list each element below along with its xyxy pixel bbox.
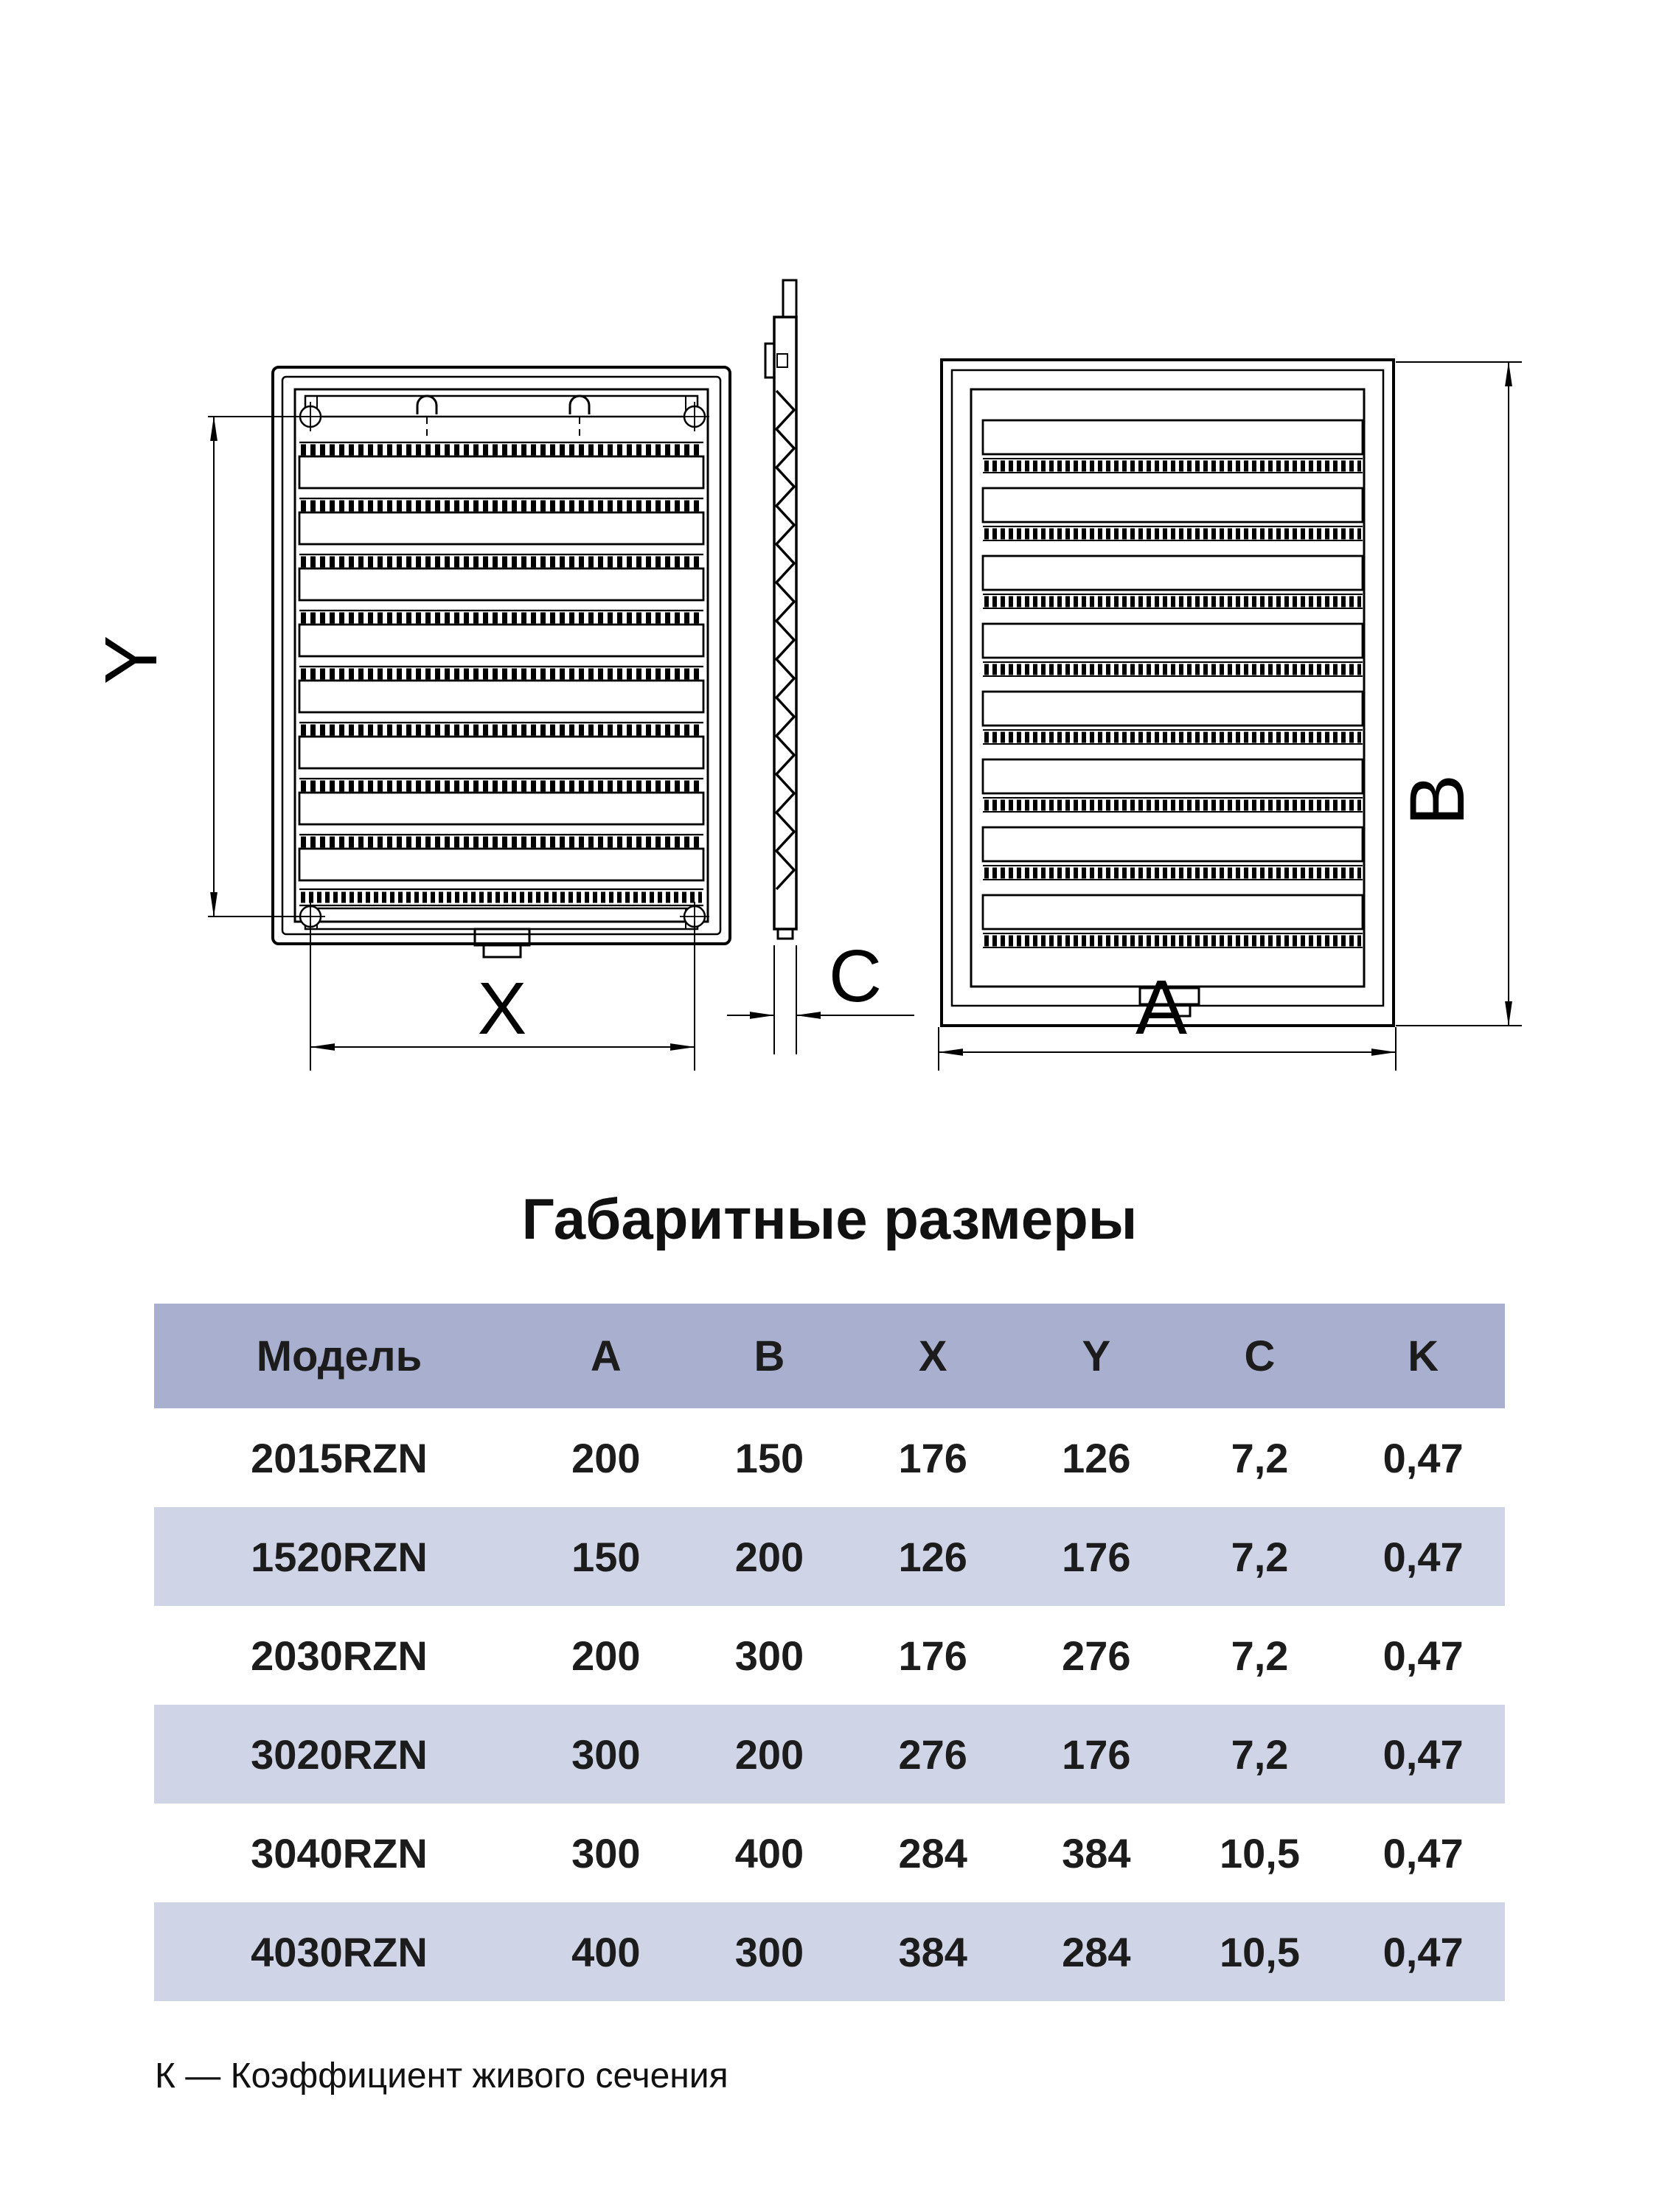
table-cell: 300 <box>734 1632 804 1679</box>
table-cell: 3040RZN <box>251 1829 428 1877</box>
dimension-label-x: X <box>477 967 527 1050</box>
table-cell: 284 <box>898 1829 967 1877</box>
table-cell: 7,2 <box>1231 1632 1289 1679</box>
table-cell: 126 <box>898 1533 967 1580</box>
side-view <box>765 280 796 939</box>
table-cell: 7,2 <box>1231 1533 1289 1580</box>
table-row <box>154 1902 1505 2001</box>
dimension-label-y: Y <box>90 635 173 685</box>
table-cell: 176 <box>898 1632 967 1679</box>
table-row <box>154 1507 1505 1606</box>
table-cell: 176 <box>1062 1731 1131 1778</box>
table-row <box>154 1705 1505 1804</box>
table-cell: 126 <box>1062 1434 1131 1481</box>
table-cell: 200 <box>571 1434 641 1481</box>
table-cell: 200 <box>734 1533 804 1580</box>
table-cell: 276 <box>898 1731 967 1778</box>
table-cell: 276 <box>1062 1632 1131 1679</box>
table-cell: 284 <box>1062 1928 1131 1975</box>
table-cell: 0,47 <box>1382 1928 1464 1975</box>
table-cell: 7,2 <box>1231 1731 1289 1778</box>
table-cell: 3020RZN <box>251 1731 428 1778</box>
header-cell: Модель <box>256 1332 422 1380</box>
table-cell: 4030RZN <box>251 1928 428 1975</box>
dimensions-table <box>154 1304 1505 2001</box>
table-cell: 2030RZN <box>251 1632 428 1679</box>
front-view-left <box>273 367 730 957</box>
table-cell: 10,5 <box>1219 1829 1300 1877</box>
table-cell: 7,2 <box>1231 1434 1289 1481</box>
header-cell: A <box>590 1332 622 1380</box>
dimension-label-b: B <box>1394 773 1481 827</box>
front-view-right <box>942 360 1394 1026</box>
header-cell: K <box>1408 1332 1439 1380</box>
table-row <box>154 1606 1505 1705</box>
table-cell: 400 <box>734 1829 804 1877</box>
table-cell: 0,47 <box>1382 1434 1464 1481</box>
header-cell: Y <box>1082 1332 1111 1380</box>
table-cell: 176 <box>1062 1533 1131 1580</box>
table-cell: 0,47 <box>1382 1632 1464 1679</box>
table-cell: 300 <box>571 1731 641 1778</box>
table-cell: 0,47 <box>1382 1731 1464 1778</box>
dimension-label-c: C <box>828 935 883 1018</box>
header-cell: X <box>918 1332 947 1380</box>
table-cell: 384 <box>1062 1829 1131 1877</box>
table-cell: 176 <box>898 1434 967 1481</box>
table-cell: 300 <box>571 1829 641 1877</box>
footnote: К — Коэффициент живого сечения <box>155 2056 728 2096</box>
table-cell: 0,47 <box>1382 1829 1464 1877</box>
table-cell: 1520RZN <box>251 1533 428 1580</box>
table-header-row <box>154 1304 1505 1408</box>
table-cell: 400 <box>571 1928 641 1975</box>
table-cell: 2015RZN <box>251 1434 428 1481</box>
table-row <box>154 1804 1505 1902</box>
table-cell: 0,47 <box>1382 1533 1464 1580</box>
table-cell: 384 <box>898 1928 967 1975</box>
table-cell: 300 <box>734 1928 804 1975</box>
table-row <box>154 1408 1505 1507</box>
table-cell: 200 <box>734 1731 804 1778</box>
dimension-label-a: A <box>1135 964 1188 1051</box>
section-title: Габаритные размеры <box>521 1186 1138 1251</box>
table-cell: 10,5 <box>1219 1928 1300 1975</box>
header-cell: B <box>754 1332 785 1380</box>
header-cell: C <box>1244 1332 1276 1380</box>
table-cell: 150 <box>734 1434 804 1481</box>
table-cell: 200 <box>571 1632 641 1679</box>
table-cell: 150 <box>571 1533 641 1580</box>
